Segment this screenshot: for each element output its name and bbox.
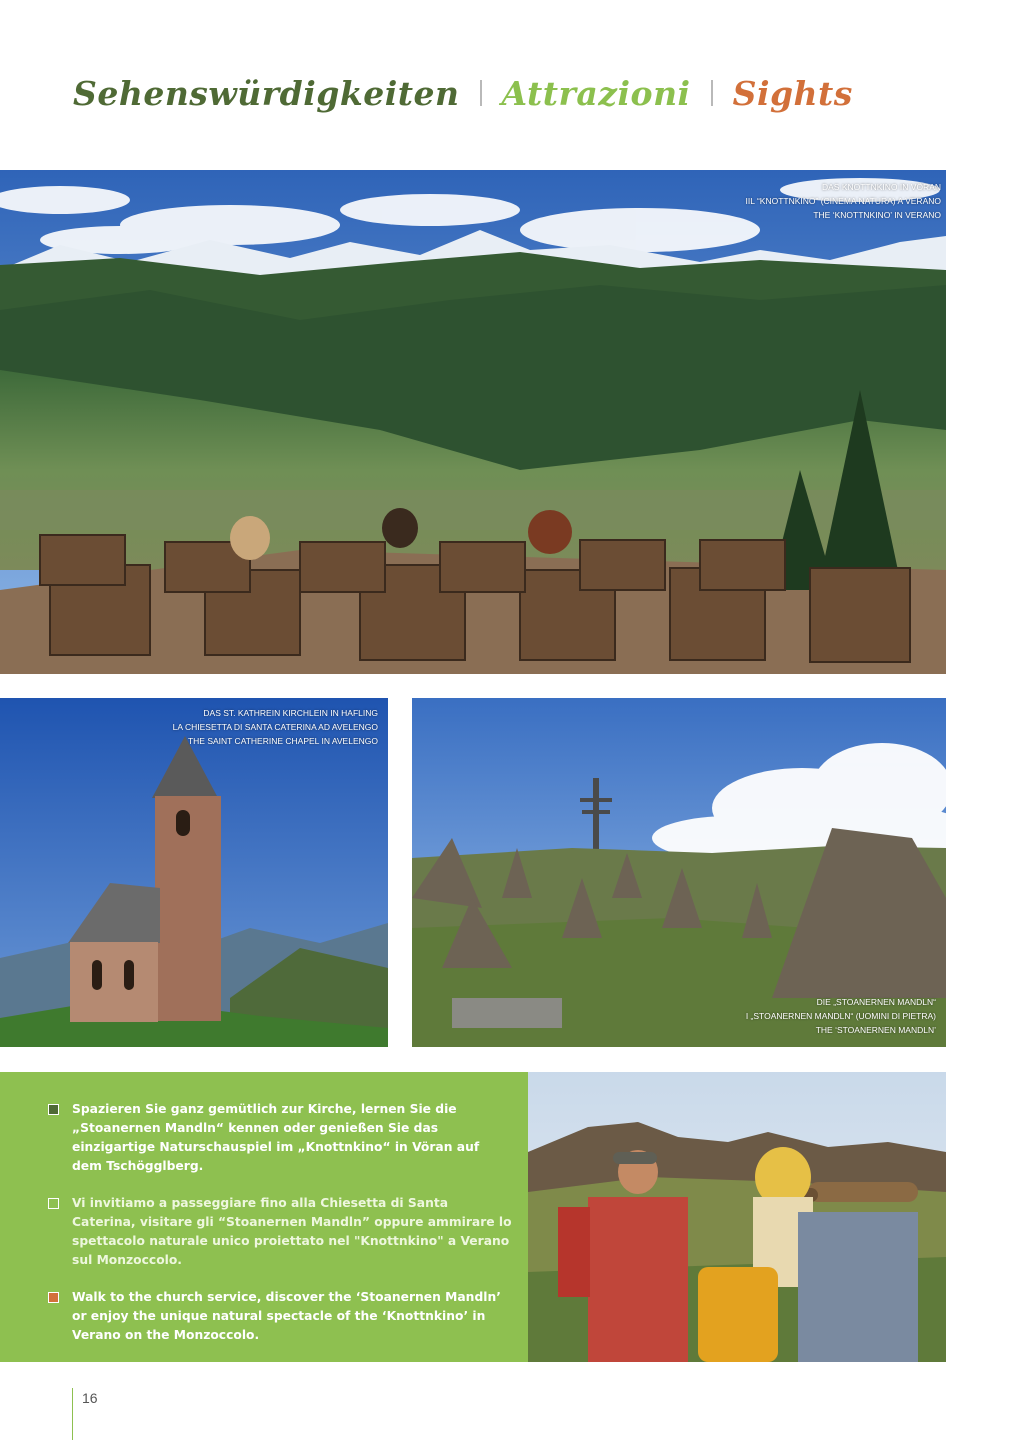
chapel-caption bbox=[173, 706, 378, 748]
caption-line: THE ‘KNOTTNKINO’ IN VERANO bbox=[813, 210, 941, 220]
caption-line: THE ‘STOANERNEN MANDLN’ bbox=[815, 1025, 936, 1035]
photo-hikers bbox=[528, 1072, 946, 1362]
caption-line: IIL “KNOTTNKINO” (CINEMA NATURA) A VERANO bbox=[745, 196, 941, 206]
paragraph-italian bbox=[48, 1194, 512, 1270]
paragraph-german-text: Spazieren Sie ganz gemütlich zur Kirche, lernen Sie die „Stoanernen Mandln“ kennen oder genießen Sie das einzigartige Naturschauspiel im „Knottnkino“ in Vöran auf dem Tschögglberg. bbox=[72, 1102, 480, 1173]
bullet-square-icon bbox=[48, 1104, 59, 1115]
caption-line: DAS KNOTTNKINO IN VÖRAN bbox=[821, 182, 941, 192]
hikers-image bbox=[528, 1072, 946, 1362]
caption-line: DAS ST. KATHREIN KIRCHLEIN IN HAFLING bbox=[203, 708, 378, 718]
text-panel bbox=[0, 1072, 528, 1362]
paragraph-english-text: Walk to the church service, discover the ‘Stoanernen Mandln’ or enjoy the unique natural spectacle of the ‘Knottnkino’ in Verano on the Monzoccolo. bbox=[72, 1290, 501, 1342]
photo-chapel bbox=[0, 698, 388, 1047]
page-number-rule bbox=[72, 1388, 73, 1440]
title-separator bbox=[480, 80, 482, 106]
caption-line: LA CHIESETTA DI SANTA CATERINA AD AVELENGO bbox=[172, 722, 378, 732]
stoanernen-caption bbox=[746, 995, 936, 1037]
title-italian: Attrazioni bbox=[501, 73, 691, 113]
caption-line: THE SAINT CATHERINE CHAPEL IN AVELENGO bbox=[187, 736, 378, 746]
photo-stoanernen-mandln bbox=[412, 698, 946, 1047]
paragraph-italian-text: Vi invitiamo a passeggiare fino alla Chiesetta di Santa Caterina, visitare gli “Stoanernen Mandln” oppure ammirare lo spettacolo naturale unico proiettato nel "Knottnkino" a Verano sul Monzoccolo. bbox=[72, 1196, 512, 1267]
page-title bbox=[73, 68, 853, 118]
knottnkino-image bbox=[0, 170, 946, 674]
knottnkino-caption bbox=[745, 180, 941, 222]
bullet-square-icon bbox=[48, 1292, 59, 1303]
bullet-square-icon bbox=[48, 1198, 59, 1209]
title-english: Sights bbox=[732, 73, 853, 113]
photo-knottnkino bbox=[0, 170, 946, 674]
caption-line: DIE „STOANERNEN MANDLN“ bbox=[816, 997, 936, 1007]
paragraph-german bbox=[48, 1100, 512, 1176]
page-number: 16 bbox=[82, 1390, 98, 1406]
title-separator bbox=[711, 80, 713, 106]
chapel-image bbox=[0, 698, 388, 1047]
paragraph-english bbox=[48, 1288, 512, 1345]
title-german: Sehenswürdigkeiten bbox=[73, 73, 460, 113]
caption-line: I „STOANERNEN MANDLN“ (UOMINI DI PIETRA) bbox=[745, 1011, 936, 1021]
